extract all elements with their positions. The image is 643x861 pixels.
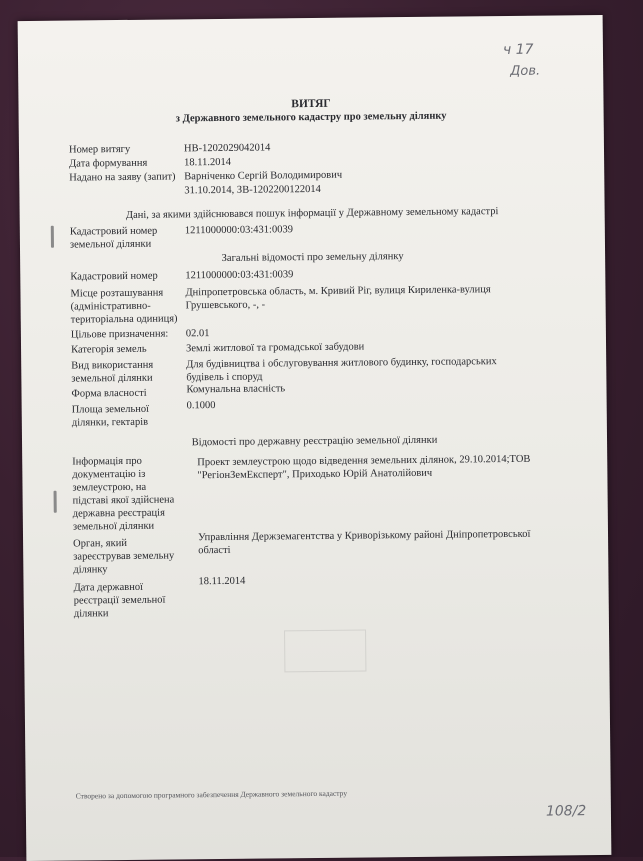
area-label-2: ділянки, гектарів (71, 416, 149, 429)
location-label-2: (адміністративно- (70, 300, 151, 313)
search-cadastral-value: 1211000000:03:431:0039 (184, 224, 294, 237)
location-label-3: територіальна одиниця) (70, 313, 178, 326)
doc-label-4: підставі якої здійснена (72, 494, 175, 507)
request-name-value: Варніченко Сергій Володимирович (184, 169, 343, 183)
usage-label-2: земельної ділянки (71, 372, 153, 385)
staple-mark-top (51, 226, 54, 248)
request-ref-value: 31.10.2014, ЗВ-1202200122014 (184, 183, 321, 197)
body-value: Управління Держземагентства у Криворізькому районі Дніпропетровської (197, 528, 531, 544)
usage-value-2: будівель і споруд (186, 371, 263, 384)
doc-label-5: державна реєстрація (72, 507, 165, 520)
formed-date-label: Дата формування (69, 157, 148, 170)
document-title: ВИТЯГ (291, 97, 331, 111)
body-label-2: зареєстрував земельну (73, 550, 175, 563)
search-cadastral-label: Кадастровий номер (69, 225, 158, 238)
general-cadastral-value: 1211000000:03:431:0039 (185, 269, 294, 282)
location-value-2: Грушевського, -, - (185, 299, 266, 312)
handwritten-note-top-2: Дов. (510, 63, 541, 79)
footer-note: Створено за допомогою програмного забезпечення Державного земельного кадастру (75, 788, 348, 801)
registration-date-label-3: ділянки (73, 608, 109, 620)
category-label: Категорія земель (71, 343, 147, 356)
area-value: 0.1000 (186, 400, 216, 412)
extract-number-value: НВ-1202029042014 (183, 142, 271, 155)
body-label: Орган, який (73, 537, 127, 550)
ownership-label: Форма власності (71, 387, 147, 400)
handwritten-page-number: 108/2 (545, 803, 587, 820)
search-section-heading: Дані, за якими здійснювався пошук інформації у Державному земельному кадастрі (125, 206, 499, 221)
registration-date-label: Дата державної (73, 581, 144, 594)
area-label: Площа земельної (71, 403, 150, 416)
formed-date-value: 18.11.2014 (184, 156, 232, 169)
ownership-value: Комунальна власність (186, 383, 286, 396)
purpose-value: 02.01 (185, 328, 210, 340)
purpose-label: Цільове призначення: (70, 328, 169, 341)
registration-date-label-2: реєстрації земельної (73, 594, 166, 607)
document-subtitle: з Державного земельного кадастру про земельну ділянку (175, 110, 447, 125)
body-value-2: області (198, 544, 231, 557)
doc-label-3: землеустрою, на (72, 481, 147, 494)
request-label: Надано на заяву (запит) (69, 171, 176, 184)
location-value: Дніпропетровська область, м. Кривий Ріг, вулиця Кириленка-вулиця (185, 284, 491, 299)
category-value: Землі житлової та громадської забудови (186, 341, 365, 355)
doc-label: Інформація про (72, 455, 142, 468)
document-page (18, 15, 612, 861)
faint-stamp-outline (284, 629, 366, 672)
handwritten-note-top: ч 17 (502, 41, 534, 59)
doc-label-2: документацію із (72, 468, 146, 481)
doc-value: Проект землеустрою щодо відведення земельних ділянок, 29.10.2014;ТОВ (197, 453, 531, 469)
doc-label-6: земельної ділянки (72, 520, 155, 533)
usage-value: Для будівництва і обслуговування житлового будинку, господарських (186, 356, 497, 371)
search-cadastral-label-2: земельної ділянки (69, 238, 152, 251)
usage-label: Вид використання (71, 359, 154, 372)
staple-mark-bottom (54, 491, 57, 513)
doc-value-2: "РегіонЗемЕксперт", Приходько Юрій Анатолійович (197, 467, 433, 482)
registration-section-heading: Відомості про державну реєстрацію земельної ділянки (191, 434, 438, 449)
general-cadastral-label: Кадастровий номер (70, 270, 158, 283)
location-label: Місце розташування (70, 287, 164, 300)
registration-date-value: 18.11.2014 (198, 575, 246, 588)
extract-number-label: Номер витягу (68, 143, 131, 156)
general-section-heading: Загальні відомості про земельну ділянку (221, 251, 404, 264)
body-label-3: ділянку (73, 564, 108, 576)
